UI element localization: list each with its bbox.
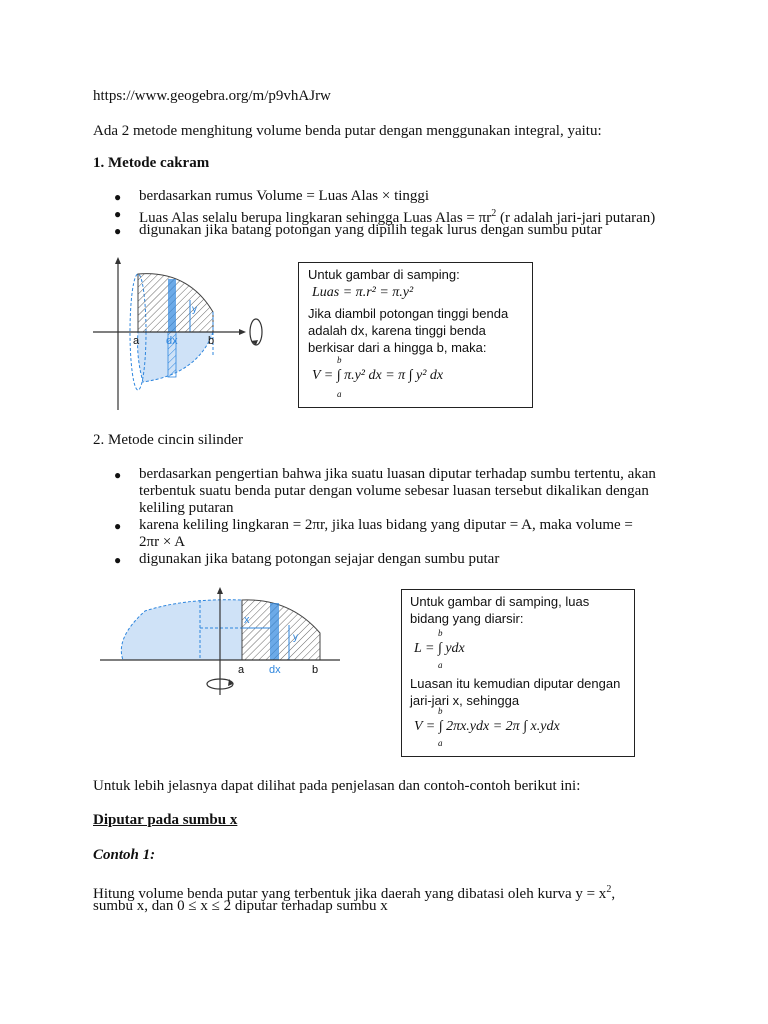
box1-formula-luas: Luas = π.r² = π.y²: [312, 285, 414, 300]
upper-region: [242, 600, 320, 660]
method2-bullet-1-line3: keliling putaran: [139, 500, 234, 516]
bullet-icon: ●: [114, 224, 122, 238]
box1-formula-volume: V = ∫ π.y² dx = π ∫ y² dx: [312, 368, 444, 383]
example-line2: sumbu x, dan 0 ≤ x ≤ 2 diputar terhadap sumbu x: [93, 898, 388, 914]
box2-formula-volume: V = ∫ 2πx.ydx = 2π ∫ x.ydx: [414, 719, 560, 734]
intro-text: Ada 2 metode menghitung volume benda putar dengan menggunakan integral, yaitu:: [93, 123, 602, 139]
box2-line3: Luasan itu kemudian diputar dengan: [410, 676, 621, 691]
mirrored-solid: [121, 600, 242, 660]
box2-line1: Untuk gambar di samping, luas: [410, 594, 590, 609]
box2-limit-upper-volume: b: [438, 706, 443, 716]
method2-bullet-3: digunakan jika batang potongan sejajar dengan sumbu putar: [139, 551, 500, 567]
method1-title: 1. Metode cakram: [93, 155, 210, 171]
box2-limit-lower: a: [438, 660, 443, 670]
example-superscript: 2: [606, 884, 612, 895]
label-b: b: [208, 335, 215, 347]
section-title: Diputar pada sumbu x: [93, 812, 238, 828]
box1-line1: Untuk gambar di samping:: [308, 267, 460, 282]
box1-line4: berkisar dari a hingga b, maka:: [308, 340, 487, 355]
bullet-icon: ●: [114, 553, 122, 567]
dx-strip: [270, 603, 279, 660]
label-dx: dx: [166, 335, 178, 347]
box2-limit-upper: b: [438, 628, 443, 638]
box2-limit-lower-volume: a: [438, 738, 443, 748]
bullet-icon: ●: [114, 190, 122, 204]
example-line1-end: ,: [611, 886, 616, 902]
box1-limit-lower: a: [337, 389, 342, 399]
example-line1-text: Hitung volume benda putar yang terbentuk jika daerah yang dibatasi oleh kurva y = x: [93, 886, 607, 902]
bullet-icon: ●: [114, 468, 122, 482]
label-y: y: [293, 632, 298, 643]
dx-strip: [168, 279, 176, 332]
y-axis-arrow-icon: [115, 257, 121, 264]
bullet-icon: ●: [114, 207, 122, 221]
box1-line2: Jika diambil potongan tinggi benda: [308, 306, 509, 321]
method2-bullet-1-line1: berdasarkan pengertian bahwa jika suatu luasan diputar terhadap sumbu tertentu, akan: [139, 466, 656, 482]
y-axis-arrow-icon: [217, 587, 223, 594]
method1-bullet-2-text: Luas Alas selalu berupa lingkaran sehingga Luas Alas = πr: [139, 210, 492, 226]
example-title: Contoh 1:: [93, 847, 156, 863]
geogebra-link[interactable]: https://www.geogebra.org/m/p9vhAJrw: [93, 88, 331, 104]
method1-bullet-1: berdasarkan rumus Volume = Luas Alas × tinggi: [139, 188, 430, 204]
box2-line2: bidang yang diarsir:: [410, 611, 524, 626]
disk-method-figure: [88, 252, 278, 414]
method1-bullet-2-note: (r adalah jari-jari putaran): [499, 210, 656, 226]
outro-text: Untuk lebih jelasnya dapat dilihat pada penjelasan dan contoh-contoh berikut ini:: [93, 778, 581, 794]
method1-bullet-3: digunakan jika batang potongan yang dipilih tegak lurus dengan sumbu putar: [139, 222, 603, 238]
bullet-icon: ●: [114, 519, 122, 533]
x-axis-arrow-icon: [239, 329, 246, 335]
label-a: a: [238, 664, 245, 676]
label-a: a: [133, 335, 140, 347]
method2-bullet-2-line1: karena keliling lingkaran = 2πr, jika luas bidang yang diputar = A, maka volume =: [139, 517, 633, 533]
box2-formula-luas: L = ∫ ydx: [414, 641, 465, 656]
method2-title: 2. Metode cincin silinder: [93, 432, 243, 448]
box1-line3: adalah dx, karena tinggi benda: [308, 323, 486, 338]
method2-bullet-1-line2: terbentuk suatu benda putar dengan volume sebesar luasan tersebut dikalikan dengan: [139, 483, 649, 499]
label-y: y: [192, 304, 197, 315]
box2-line4: jari-jari x, sehingga: [410, 693, 520, 708]
shell-method-figure: [95, 583, 345, 698]
label-x: x: [244, 614, 250, 626]
label-b: b: [312, 664, 319, 676]
label-dx: dx: [269, 664, 281, 676]
method2-bullet-2-line2: 2πr × A: [139, 534, 186, 550]
box1-limit-upper: b: [337, 355, 342, 365]
square-superscript: 2: [491, 208, 497, 219]
